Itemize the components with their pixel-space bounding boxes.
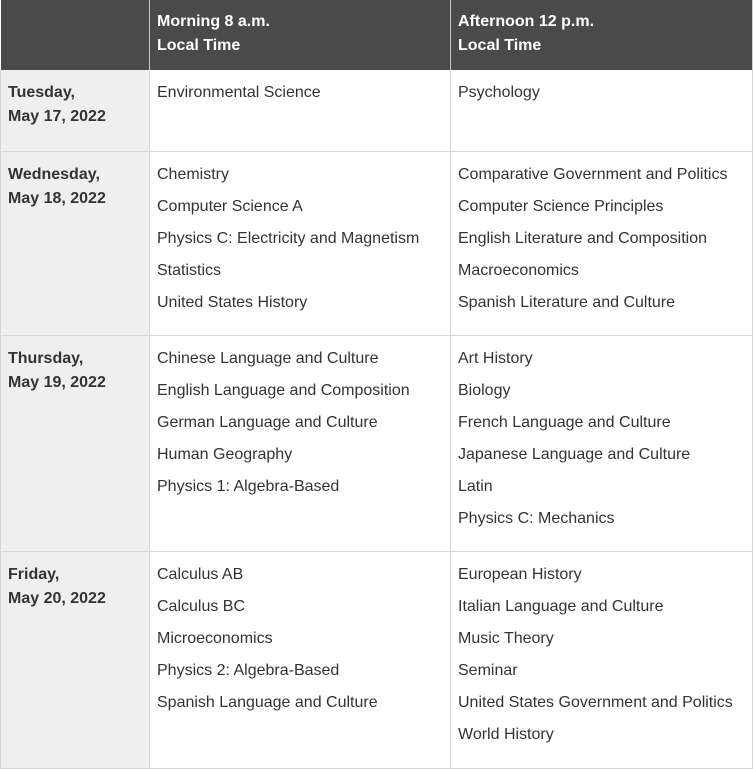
exam-item: Seminar bbox=[458, 661, 518, 679]
exam-item: Statistics bbox=[157, 261, 222, 279]
exam-item: United States History bbox=[157, 293, 308, 311]
table-row bbox=[1, 70, 753, 151]
day-cell bbox=[1, 335, 150, 551]
header-morning-zone: Local Time bbox=[157, 37, 241, 54]
table-row bbox=[1, 151, 753, 335]
exam-item: Comparative Government and Politics bbox=[458, 165, 728, 183]
morning-exams-cell bbox=[150, 551, 451, 768]
exam-item: Human Geography bbox=[157, 445, 293, 463]
exam-item: Macroeconomics bbox=[458, 261, 579, 279]
header-afternoon-zone: Local Time bbox=[458, 37, 542, 54]
morning-exams-cell bbox=[150, 151, 451, 335]
day-date: May 17, 2022 bbox=[8, 108, 106, 125]
exam-item: English Language and Composition bbox=[157, 381, 410, 399]
exam-item: Physics 2: Algebra-Based bbox=[157, 661, 340, 679]
exam-item: Physics C: Mechanics bbox=[458, 509, 615, 527]
exam-item: Chinese Language and Culture bbox=[157, 349, 379, 367]
exam-item: Japanese Language and Culture bbox=[458, 445, 691, 463]
exam-item: Environmental Science bbox=[157, 84, 321, 101]
day-date: May 20, 2022 bbox=[8, 589, 106, 607]
day-weekday: Thursday, bbox=[8, 349, 84, 367]
day-cell bbox=[1, 151, 150, 335]
table-row bbox=[1, 335, 753, 551]
exam-item: English Literature and Composition bbox=[458, 229, 708, 247]
header-day-column bbox=[1, 0, 150, 70]
afternoon-exams-cell bbox=[451, 70, 753, 151]
exam-item: Art History bbox=[458, 349, 533, 367]
table-row bbox=[1, 551, 753, 768]
day-cell bbox=[1, 551, 150, 768]
exam-item: Computer Science Principles bbox=[458, 197, 664, 215]
exam-item: Latin bbox=[458, 477, 493, 495]
exam-item: World History bbox=[458, 725, 554, 743]
exam-item: German Language and Culture bbox=[157, 413, 378, 431]
exam-item: Physics 1: Algebra-Based bbox=[157, 477, 340, 495]
header-row bbox=[1, 0, 753, 70]
exam-item: Spanish Language and Culture bbox=[157, 693, 378, 711]
afternoon-exams-cell bbox=[451, 335, 753, 551]
exam-item: Italian Language and Culture bbox=[458, 597, 664, 615]
exam-item: Calculus AB bbox=[157, 565, 244, 583]
exam-item: Chemistry bbox=[157, 165, 230, 183]
header-afternoon bbox=[451, 0, 753, 70]
day-cell bbox=[1, 70, 150, 151]
day-weekday: Tuesday, bbox=[8, 84, 75, 101]
exam-item: French Language and Culture bbox=[458, 413, 671, 431]
day-date: May 19, 2022 bbox=[8, 373, 106, 391]
header-morning bbox=[150, 0, 451, 70]
day-date: May 18, 2022 bbox=[8, 189, 106, 207]
header-morning-time: Morning 8 a.m. bbox=[157, 13, 270, 30]
morning-exams-cell bbox=[150, 335, 451, 551]
exam-item: Calculus BC bbox=[157, 597, 246, 615]
afternoon-exams-cell bbox=[451, 151, 753, 335]
exam-item: Biology bbox=[458, 381, 511, 399]
header-afternoon-time: Afternoon 12 p.m. bbox=[458, 13, 595, 30]
day-weekday: Wednesday, bbox=[8, 165, 100, 183]
exam-item: Music Theory bbox=[458, 629, 554, 647]
exam-item: Spanish Literature and Culture bbox=[458, 293, 676, 311]
morning-exams-cell bbox=[150, 70, 451, 151]
exam-item: European History bbox=[458, 565, 582, 583]
afternoon-exams-cell bbox=[451, 551, 753, 768]
exam-item: Physics C: Electricity and Magnetism bbox=[157, 229, 420, 247]
exam-item: Psychology bbox=[458, 84, 540, 101]
exam-item: Microeconomics bbox=[157, 629, 273, 647]
exam-item: Computer Science A bbox=[157, 197, 303, 215]
day-weekday: Friday, bbox=[8, 565, 60, 583]
exam-item: United States Government and Politics bbox=[458, 693, 733, 711]
